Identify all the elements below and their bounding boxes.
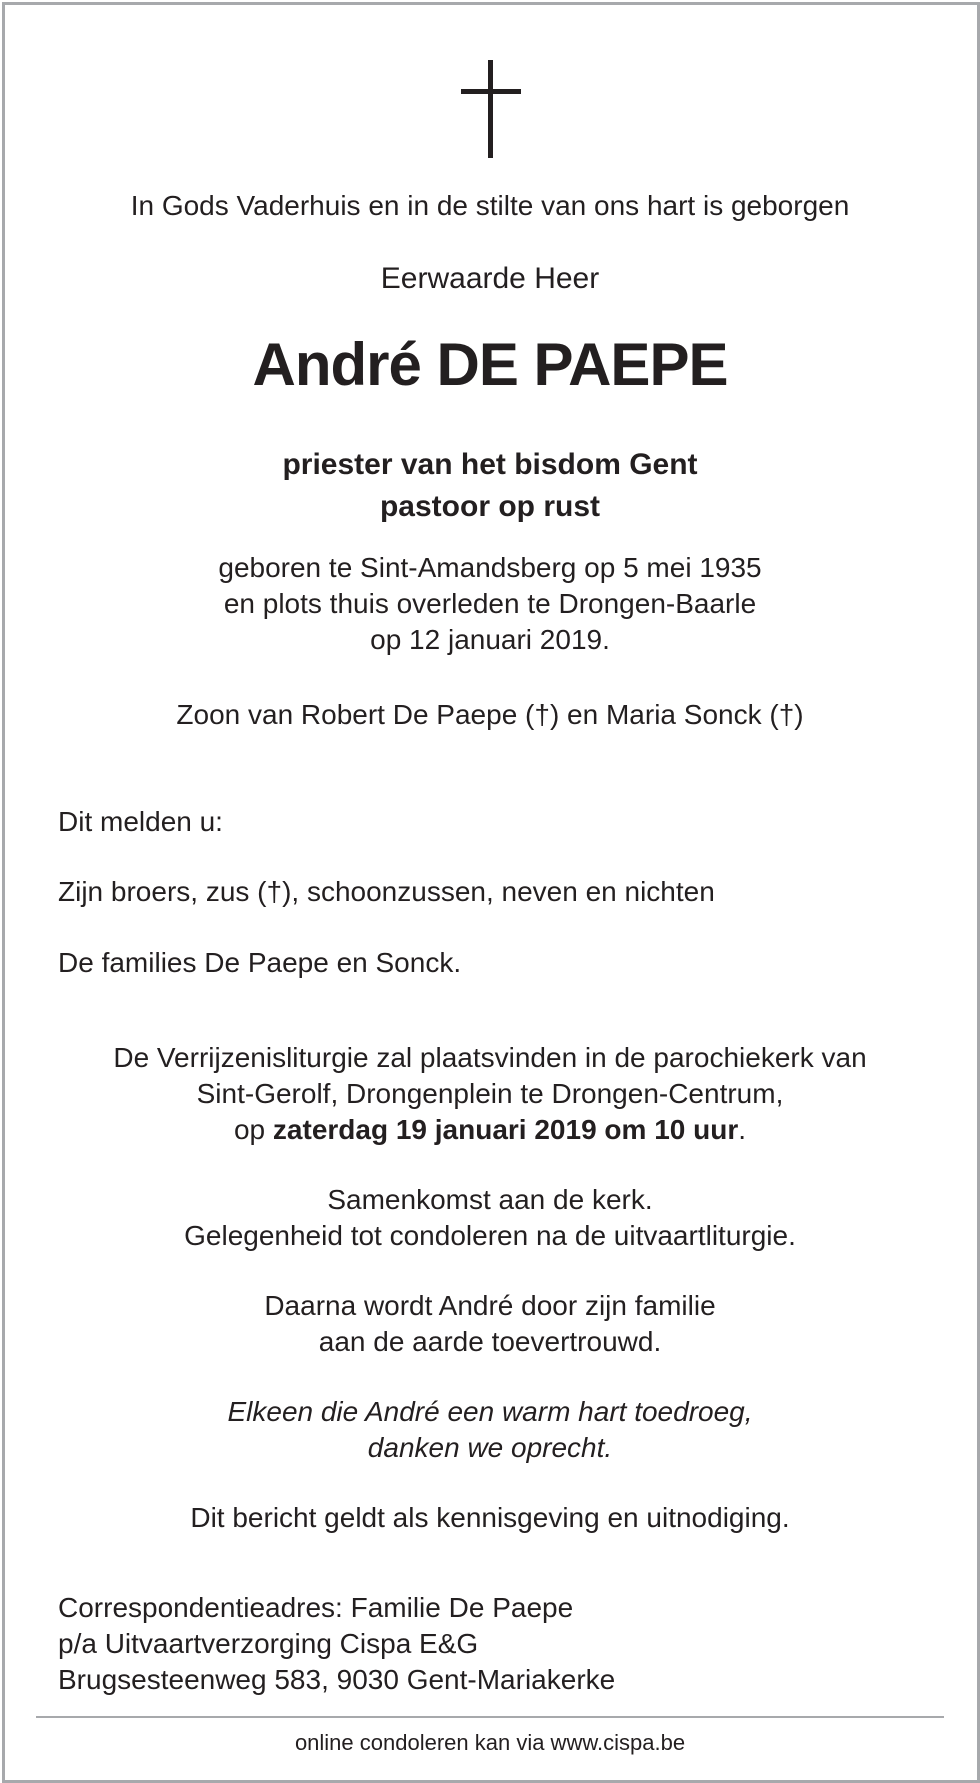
correspondence-block <box>58 1590 615 1698</box>
burial-line: Daarna wordt André door zijn familie <box>264 1290 716 1321</box>
liturgy-date: zaterdag 19 januari 2019 om 10 uur <box>272 1114 739 1145</box>
announce-intro: Dit melden u: <box>58 806 223 837</box>
birth-death-block <box>0 550 980 658</box>
role-block <box>0 444 980 528</box>
birth-line: geboren te Sint-Amandsberg op 5 mei 1935 <box>218 552 762 583</box>
correspondence-line: Correspondentieadres: Familie De Paepe <box>58 1592 574 1623</box>
liturgy-block <box>0 1040 980 1148</box>
gathering-line: Gelegenheid tot condoleren na de uitvaartliturgie. <box>184 1220 796 1251</box>
correspondence-line: Brugsesteenweg 583, 9030 Gent-Mariakerke <box>58 1664 616 1695</box>
gathering-line: Samenkomst aan de kerk. <box>327 1184 653 1215</box>
death-date-line: op 12 januari 2019. <box>370 624 610 655</box>
relatives-text: Zijn broers, zus (†), schoonzussen, neven en nichten <box>58 876 715 907</box>
cross-icon <box>461 60 521 158</box>
burial-line: aan de aarde toevertrouwd. <box>318 1326 662 1357</box>
parents-text: Zoon van Robert De Paepe (†) en Maria Sonck (†) <box>176 699 804 730</box>
title-prefix: Eerwaarde Heer <box>380 262 600 295</box>
correspondence-line: p/a Uitvaartverzorging Cispa E&G <box>58 1628 479 1659</box>
deceased-name: André DE PAEPE <box>252 331 728 398</box>
intro-text: In Gods Vaderhuis en in de stilte van ons hart is geborgen <box>130 190 850 221</box>
thanks-block <box>0 1394 980 1466</box>
liturgy-line: De Verrijzenisliturgie zal plaatsvinden in de parochiekerk van <box>113 1042 867 1073</box>
thanks-line: Elkeen die André een warm hart toedroeg, <box>227 1396 753 1427</box>
liturgy-date-prefix: op <box>233 1114 273 1145</box>
notice-text: Dit bericht geldt als kennisgeving en uitnodiging. <box>190 1502 790 1533</box>
footer-text: online condoleren kan via www.cispa.be <box>294 1730 686 1755</box>
families-text: De families De Paepe en Sonck. <box>58 947 462 978</box>
role-line: priester van het bisdom Gent <box>282 448 698 481</box>
burial-block <box>0 1288 980 1360</box>
liturgy-date-suffix: . <box>738 1114 747 1145</box>
role-line: pastoor op rust <box>379 490 600 523</box>
gathering-block <box>0 1182 980 1254</box>
footer-divider <box>36 1716 944 1718</box>
thanks-line: danken we oprecht. <box>367 1432 613 1463</box>
liturgy-line: Sint-Gerolf, Drongenplein te Drongen-Centrum, <box>196 1078 784 1109</box>
death-line: en plots thuis overleden te Drongen-Baarle <box>223 588 757 619</box>
liturgy-date-line <box>0 1112 980 1148</box>
